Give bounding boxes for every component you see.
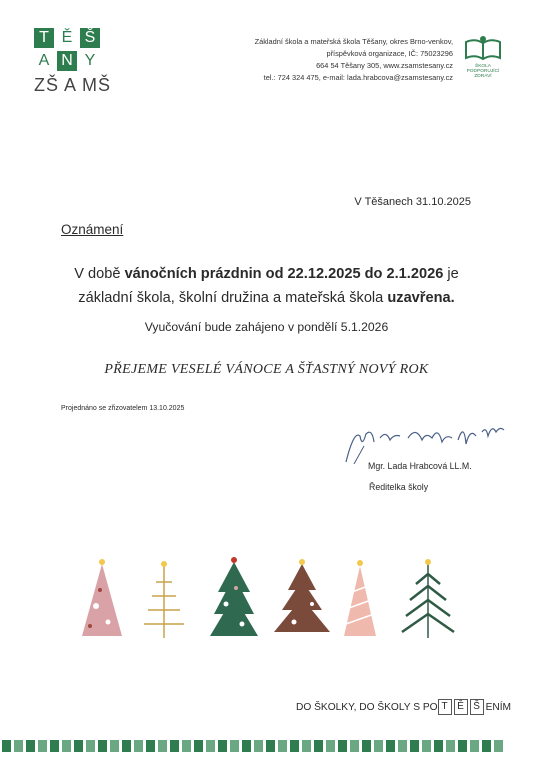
book-icon	[460, 34, 506, 64]
document-heading: Oznámení	[61, 222, 124, 237]
logo-letter: T	[34, 28, 54, 48]
tree-striped-icon	[344, 560, 376, 636]
slogan-text: ENÍM	[485, 701, 512, 713]
document-date: V Těšanech 31.10.2025	[354, 196, 471, 208]
slogan-text: DO ŠKOLKY, DO ŠKOLY S PO	[296, 701, 438, 713]
tree-brown-icon	[274, 559, 330, 632]
slogan-letter-box: Ě	[454, 699, 468, 715]
logo-subtitle: ZŠ A MŠ	[34, 75, 112, 95]
logo-letter: A	[38, 52, 50, 69]
tree-line-icon	[144, 561, 184, 638]
tree-green-icon	[210, 557, 258, 636]
health-school-badge	[460, 34, 506, 79]
slogan-letter-box: T	[438, 699, 452, 715]
text: V době	[74, 266, 125, 282]
logo-letter: Š	[80, 28, 100, 48]
contact-line: příspěvková organizace, IČ: 75023296	[326, 49, 453, 58]
text: základní škola, školní družina a mateřská škola	[78, 290, 388, 306]
holiday-dates: vánočních prázdnin od 22.12.2025 do 2.1.2026	[124, 266, 444, 282]
contact-block	[255, 36, 453, 84]
signature-name: Mgr. Lada Hrabcová LL.M.	[368, 461, 472, 471]
logo-letter: Y	[84, 52, 96, 69]
greeting: PŘEJEME VESELÉ VÁNOCE A ŠŤASTNÝ NOVÝ ROK	[104, 362, 429, 377]
footer-slogan	[296, 699, 511, 715]
announcement-line-1	[0, 266, 533, 282]
badge-caption: PODPORUJÍCÍ ZDRAVÍ	[466, 69, 500, 79]
tree-pink-icon	[82, 559, 122, 636]
announcement-line-2	[0, 290, 533, 306]
closed-word: uzavřena.	[387, 290, 455, 306]
school-logo	[34, 28, 100, 71]
badge-caption: ŠKOLA	[475, 64, 491, 69]
decorative-strip	[0, 740, 533, 757]
school-start-line: Vyučování bude zahájeno v pondělí 5.1.2026	[144, 320, 389, 334]
text: je	[443, 266, 459, 282]
logo-letter: Ě	[61, 29, 73, 46]
contact-line: Základní škola a mateřská škola Těšany, okres Brno-venkov,	[254, 37, 453, 46]
slogan-letter-box: Š	[470, 699, 484, 715]
logo-letter: N	[57, 51, 77, 71]
signature-title: Ředitelka školy	[369, 482, 429, 492]
contact-line: 664 54 Těšany 305, www.zsamstesany.cz	[316, 61, 453, 70]
approval-note: Projednáno se zřizovatelem 13.10.2025	[61, 405, 185, 412]
christmas-trees-illustration	[76, 552, 466, 642]
contact-line: tel.: 724 324 475, e-mail: lada.hrabcova@zsamstesany.cz	[263, 73, 453, 82]
tree-spruce-icon	[402, 559, 454, 638]
